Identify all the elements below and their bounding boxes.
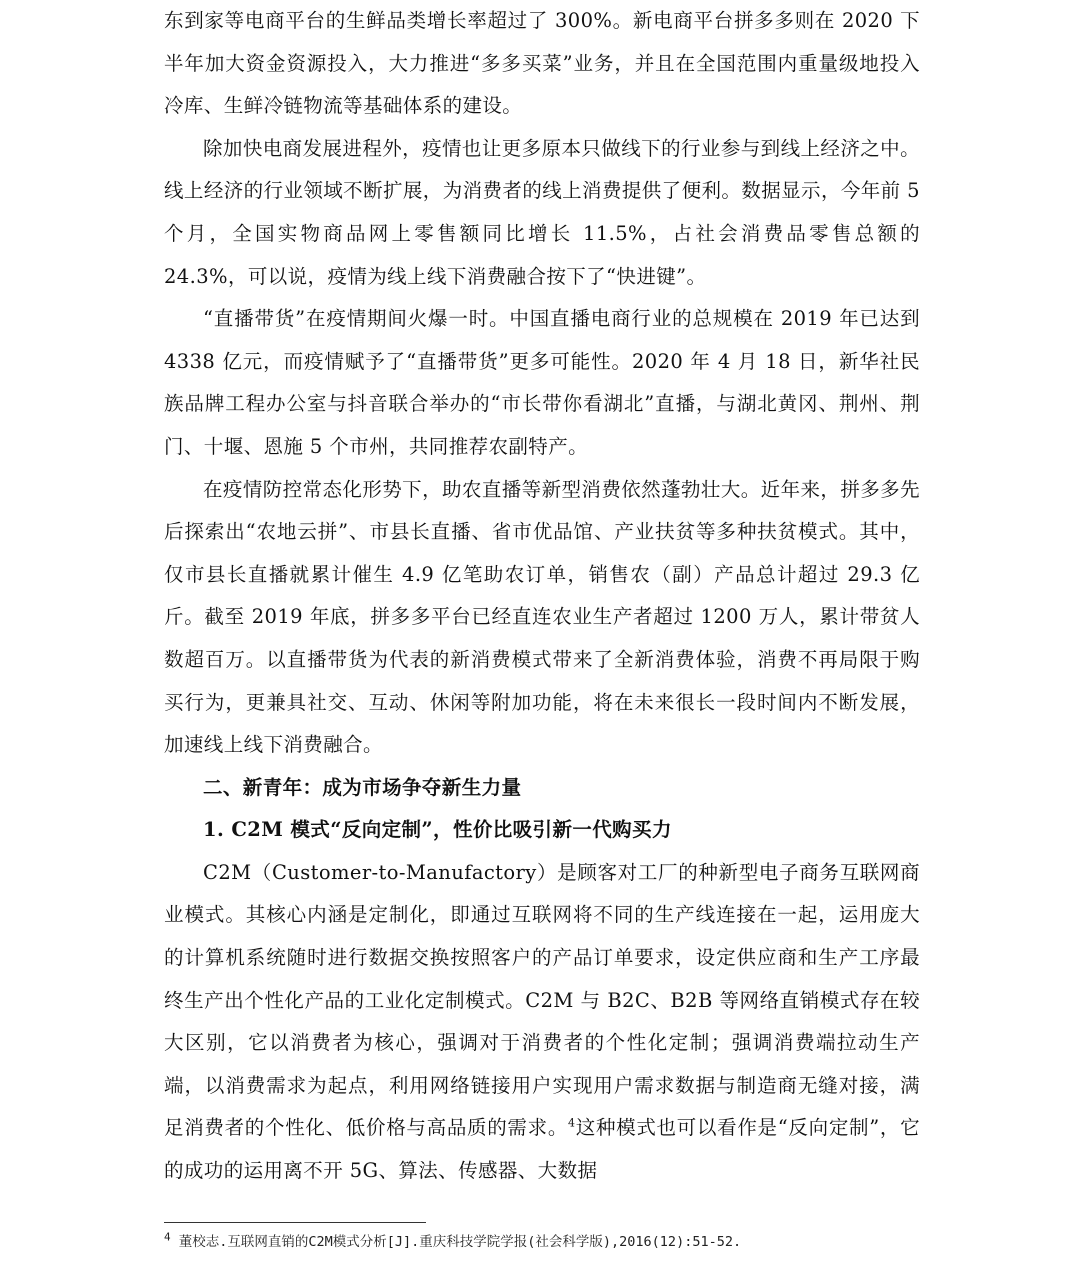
c2m-paragraph [164, 852, 920, 1193]
c2m-text-after-note: 这种模式也可以看作是“反向定制”，它的成功的运用离不开 5G、算法、传感器、大数据 [164, 1116, 920, 1183]
paragraph-3: “直播带货”在疫情期间火爆一时。中国直播电商行业的总规模在 2019 年已达到 4338 亿元，而疫情赋予了“直播带货”更多可能性。2020 年 4 月 18 日，新华社民族品牌工程办公室与抖音联合举办的“市长带你看湖北”直播，与湖北黄冈、荆州、荆门、十堰、恩施 5 个市州，共同推荐农副特产。 [164, 307, 920, 458]
footnote-text: 董校志.互联网直销的C2M模式分析[J].重庆科技学院学报(社会科学版),2016(12):51-52. [178, 1234, 742, 1250]
footnote-divider [164, 1222, 426, 1223]
c2m-text-before-note: C2M（Customer-to-Manufactory）是顾客对工厂的种新型电子商务互联网商业模式。其核心内涵是定制化，即通过互联网将不同的生产线连接在一起，运用庞大的计算机系统随时进行数据交换按照客户的产品订单要求，设定供应商和生产工序最终生产出个性化产品的工业化定制模式。C2M 与 B2C、B2B 等网络直销模式存在较大区别，它以消费者为核心，强调对于消费者的个性化定制；强调消费端拉动生产端，以消费需求为起点，利用网络链接用户实现用户需求数据与制造商无缝对接，满足消费者的个性化、低价格与高品质的需求。 [164, 860, 920, 1140]
sub-heading: 1. C2M 模式“反向定制”，性价比吸引新一代购买力 [203, 818, 672, 842]
document-page [164, 0, 920, 1193]
footnote-marker: 4 [164, 1230, 171, 1244]
paragraph-2: 除加快电商发展进程外，疫情也让更多原本只做线下的行业参与到线上经济之中。线上经济的行业领域不断扩展，为消费者的线上消费提供了便利。数据显示，今年前 5 个月，全国实物商品网上零售额同比增长 11.5%，占社会消费品零售总额的 24.3%，可以说，疫情为线上线下消费融合按下了“快进键”。 [164, 136, 920, 288]
paragraph-1: 东到家等电商平台的生鲜品类增长率超过了 300%。新电商平台拼多多则在 2020 下半年加大资金资源投入，大力推进“多多买菜”业务，并且在全国范围内重量级地投入冷库、生鲜冷链物流等基础体系的建设。 [164, 9, 920, 118]
footnote [164, 1232, 920, 1252]
footnote-reference[interactable]: 4 [568, 1116, 576, 1130]
section-heading: 二、新青年：成为市场争夺新生力量 [203, 775, 522, 799]
paragraph-4: 在疫情防控常态化形势下，助农直播等新型消费依然蓬勃壮大。近年来，拼多多先后探索出“农地云拼”、市县长直播、省市优品馆、产业扶贫等多种扶贫模式。其中，仅市县长直播就累计催生 4.9 亿笔助农订单，销售农（副）产品总计超过 29.3 亿斤。截至 2019 年底，拼多多平台已经直连农业生产者超过 1200 万人，累计带贫人数超百万。以直播带货为代表的新消费模式带来了全新消费体验，消费不再局限于购买行为，更兼具社交、互动、休闲等附加功能，将在未来很长一段时间内不断发展，加速线上线下消费融合。 [164, 477, 920, 757]
